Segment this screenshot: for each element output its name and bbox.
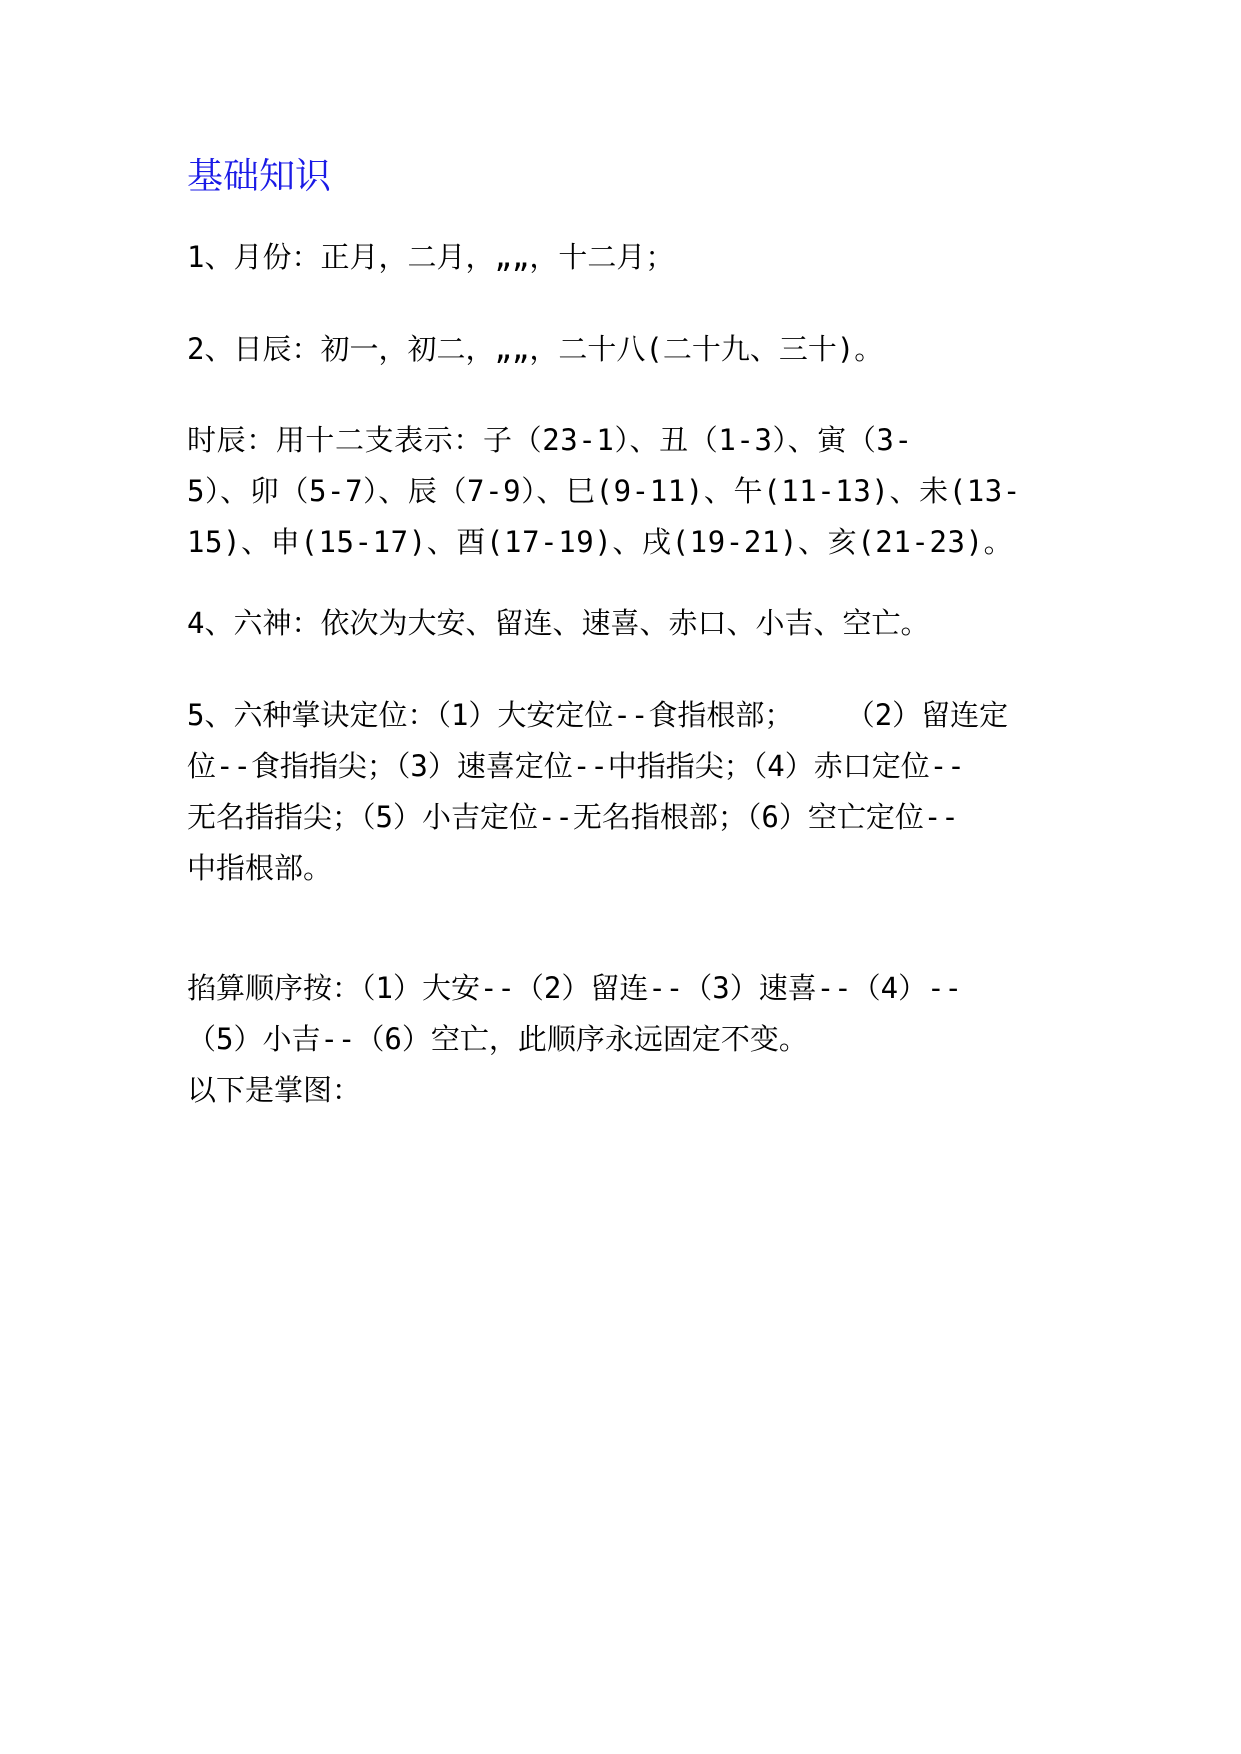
- hours-line: 15)、申(15-17)、酉(17-19)、戌(19-21)、亥(21-23)。: [187, 525, 1014, 559]
- positions-line: 中指根部。: [187, 851, 333, 885]
- order-paragraph: [187, 963, 1057, 1116]
- positions-paragraph: [187, 690, 1057, 894]
- positions-line: 无名指指尖；（5）小吉定位--无名指根部；（6）空亡定位--: [187, 800, 959, 834]
- six-gods-paragraph: 4、六神：依次为大安、留连、速喜、赤口、小吉、空亡。: [187, 606, 930, 640]
- hours-line: 5）、卯（5-7）、辰（7-9）、巳(9-11)、午(11-13)、未(13-: [187, 474, 1021, 508]
- order-line: （5）小吉--（6）空亡，此顺序永远固定不变。: [187, 1022, 808, 1056]
- days-paragraph: 2、日辰：初一，初二，„„，二十八(二十九、三十)。: [187, 332, 884, 366]
- order-line: 以下是掌图：: [187, 1073, 362, 1107]
- months-paragraph: 1、月份：正月，二月，„„，十二月；: [187, 240, 675, 274]
- hours-line: 时辰：用十二支表示：子（23-1）、丑（1-3）、寅（3-: [187, 423, 913, 457]
- order-line: 掐算顺序按：（1）大安--（2）留连--（3）速喜--（4）--: [187, 971, 963, 1005]
- page-title: 基础知识: [187, 156, 332, 197]
- hours-paragraph: [187, 415, 1057, 568]
- positions-line: 位--食指指尖；（3）速喜定位--中指指尖；（4）赤口定位--: [187, 749, 965, 783]
- positions-line: 5、六种掌诀定位：（1）大安定位--食指根部； （2）留连定: [187, 698, 1009, 732]
